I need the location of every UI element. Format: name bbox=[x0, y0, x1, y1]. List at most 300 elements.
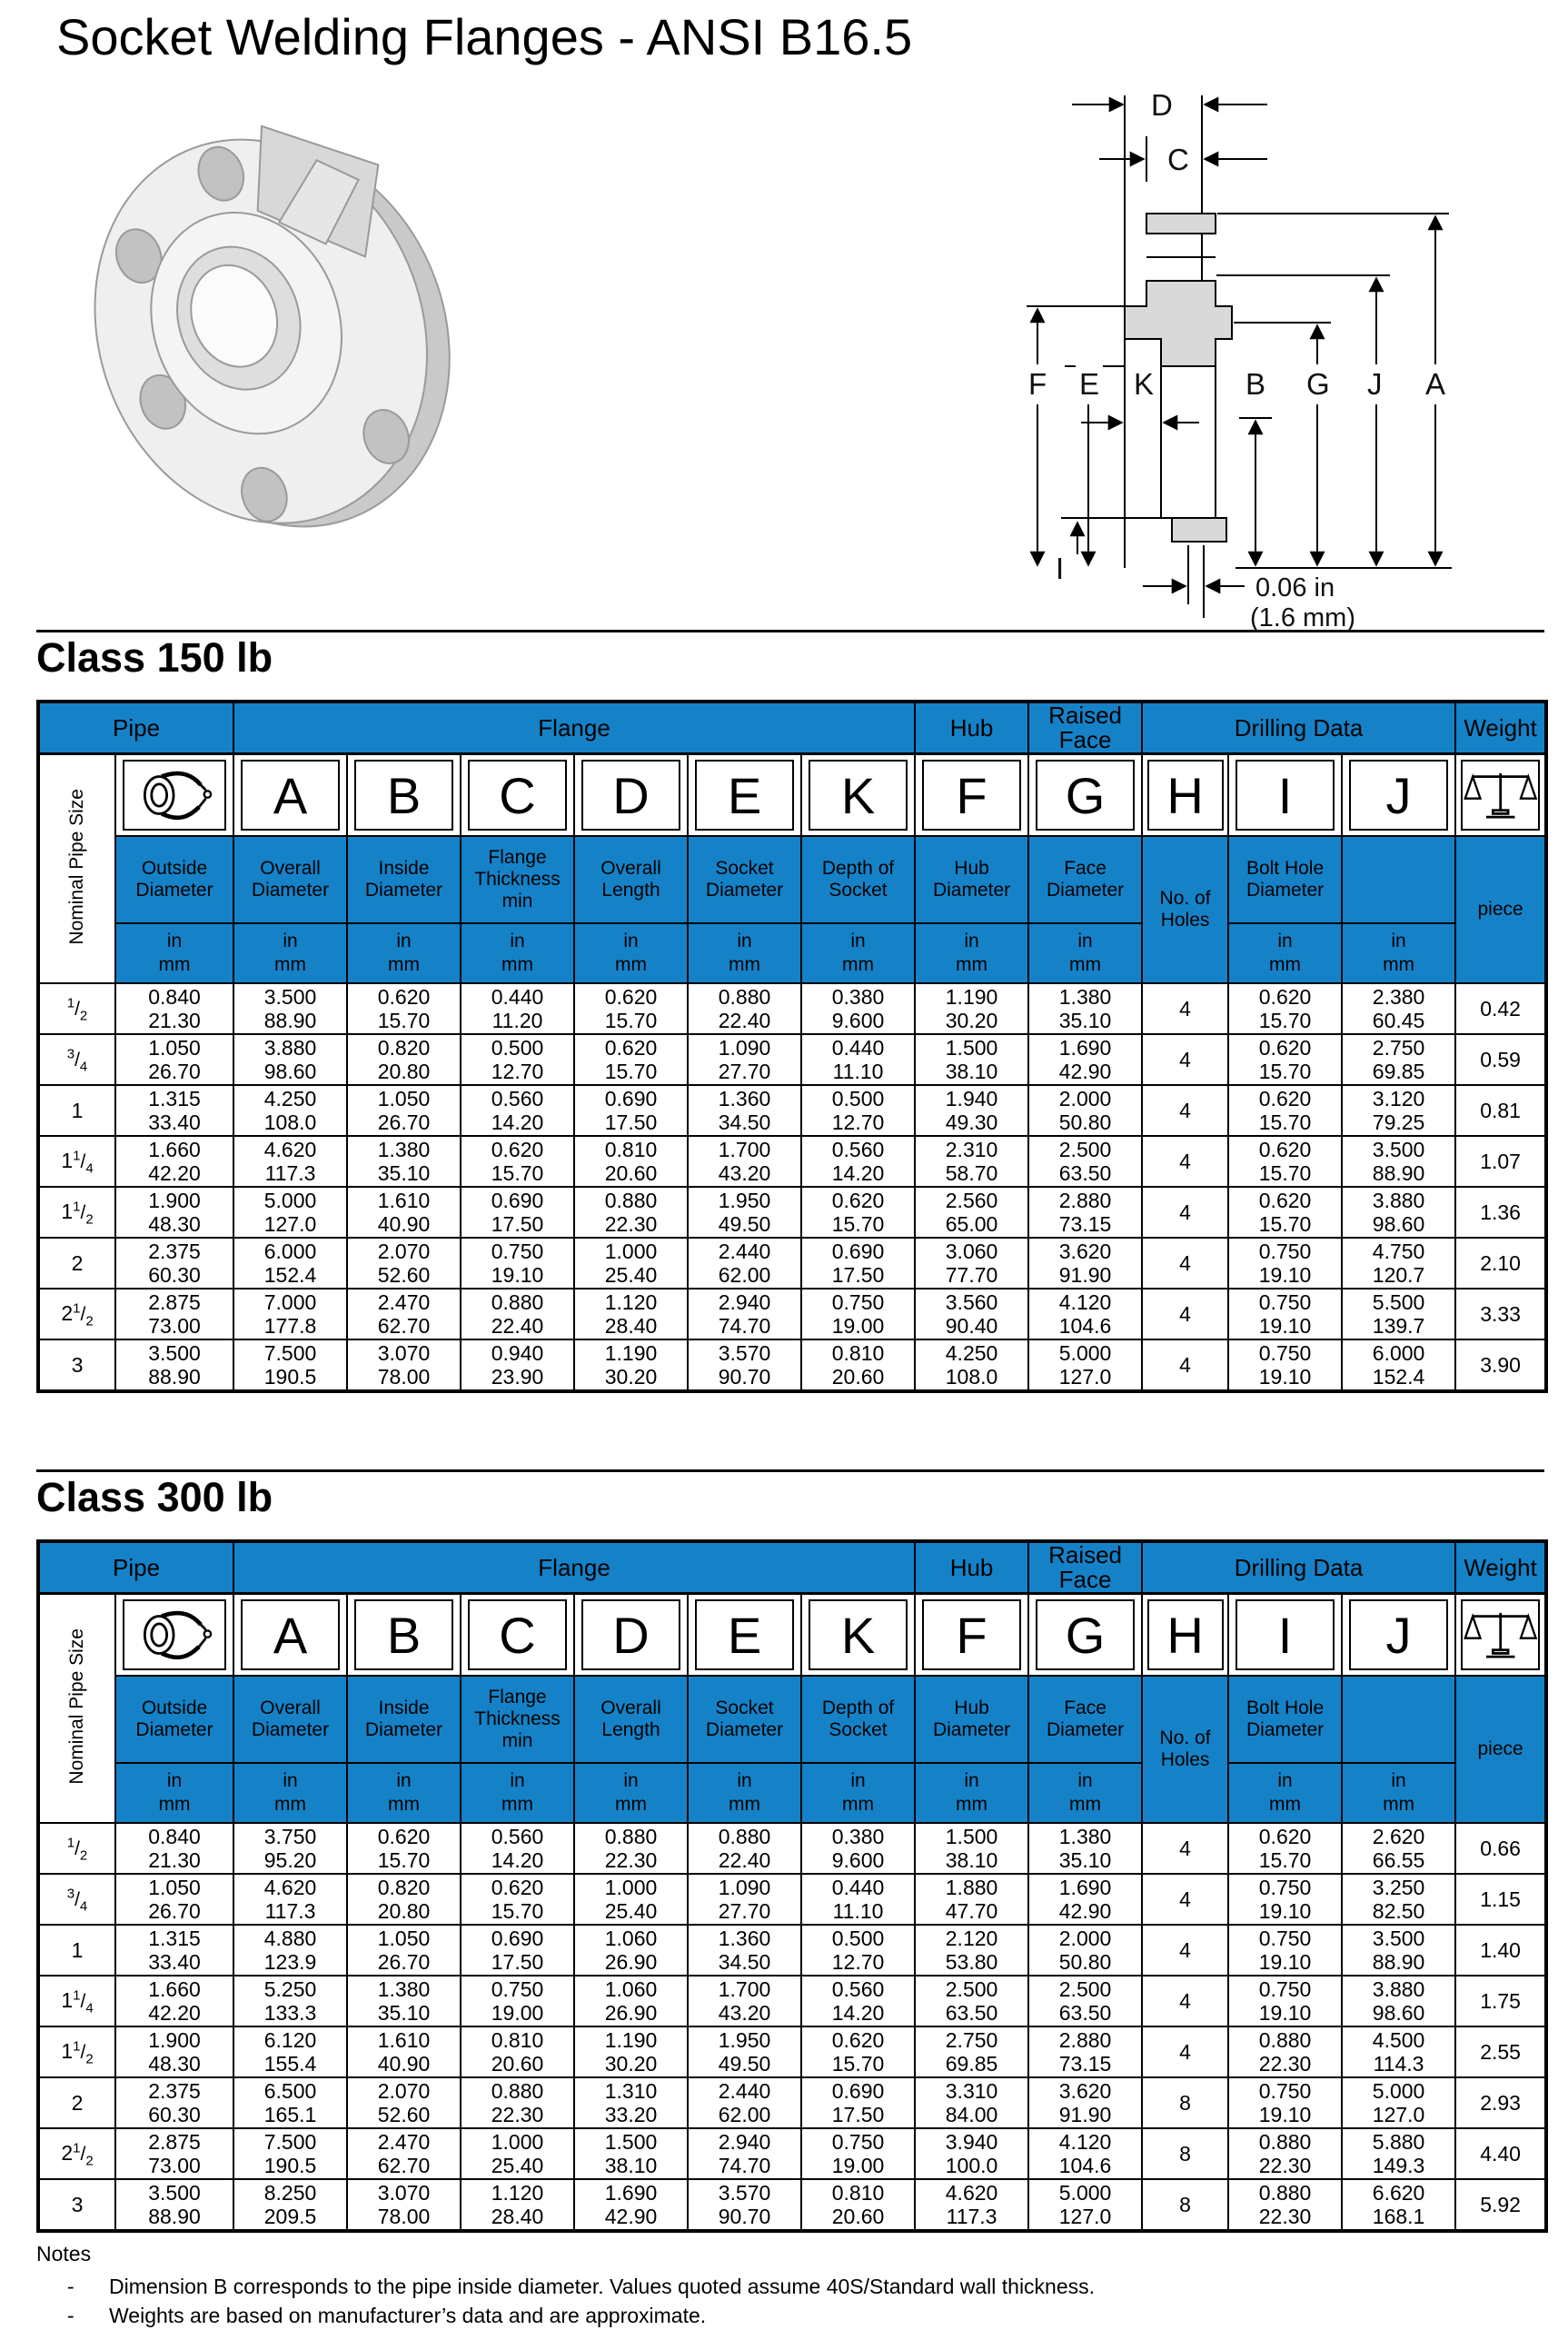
dim-label-c: C bbox=[1167, 143, 1189, 176]
dimension-cell: 0.500 12.70 bbox=[461, 1034, 574, 1085]
units-cell: in mm bbox=[1228, 1763, 1342, 1823]
pipe-size-cell: $^1/_2$ bbox=[38, 983, 115, 1034]
units-cell: in mm bbox=[233, 1763, 347, 1823]
dimension-cell: 1.000 25.40 bbox=[574, 1238, 688, 1289]
weight-cell: 1.36 bbox=[1455, 1187, 1546, 1238]
units-cell: in mm bbox=[801, 1763, 915, 1823]
table-row-size-1-1-4 bbox=[38, 1136, 1546, 1187]
dimension-cell: 1.090 27.70 bbox=[688, 1034, 801, 1085]
letter-cell-b: B bbox=[347, 754, 461, 837]
dimension-cell: 2.875 73.00 bbox=[115, 1289, 233, 1339]
pipe-size-cell: 3 bbox=[38, 2179, 115, 2231]
holes-cell: 4 bbox=[1142, 1339, 1228, 1391]
column-label-row bbox=[38, 836, 1546, 923]
drilling-cell: 0.620 15.70 bbox=[1228, 983, 1342, 1034]
dimension-cell: 0.380 9.600 bbox=[801, 1823, 915, 1874]
note-text: Dimension B corresponds to the pipe inside diameter. Values quoted assume 40S/Standard wall thickness. bbox=[109, 2275, 1096, 2298]
table-row-size-1 bbox=[38, 1925, 1546, 1976]
holes-cell: 4 bbox=[1142, 1976, 1228, 2026]
holes-cell: 8 bbox=[1142, 2179, 1228, 2231]
class-section bbox=[36, 1469, 1544, 2233]
units-row bbox=[38, 923, 1546, 983]
dimension-cell: 1.950 49.50 bbox=[688, 2026, 801, 2077]
dim-label-j: J bbox=[1367, 367, 1383, 401]
units-cell: in mm bbox=[688, 1763, 801, 1823]
units-cell: in mm bbox=[115, 923, 233, 983]
dimension-cell: 0.440 11.20 bbox=[461, 983, 574, 1034]
drilling-cell: 0.620 15.70 bbox=[1228, 1136, 1342, 1187]
group-header-weight: Weight bbox=[1455, 1541, 1546, 1594]
figures-row bbox=[0, 66, 1568, 630]
flange-table-class-150-lb bbox=[36, 700, 1548, 1393]
table-row-size-3 bbox=[38, 1339, 1546, 1391]
dim-label-g: G bbox=[1306, 367, 1330, 401]
note-text: Weights are based on manufacturer’s data and are approximate. bbox=[109, 2304, 707, 2327]
dimension-cell: 1.050 26.70 bbox=[347, 1925, 461, 1976]
dimension-cell: 0.380 9.600 bbox=[801, 983, 915, 1034]
units-cell: in mm bbox=[688, 923, 801, 983]
dimension-cell: 1.950 49.50 bbox=[688, 1187, 801, 1238]
column-label-socket-diameter: Socket Diameter bbox=[688, 1676, 801, 1763]
dimension-cell: 5.000 127.0 bbox=[1028, 2179, 1142, 2231]
dimension-cell: 1.380 35.10 bbox=[347, 1976, 461, 2026]
dimension-cell: 3.620 91.90 bbox=[1028, 2077, 1142, 2128]
dimension-cell: 0.820 20.80 bbox=[347, 1034, 461, 1085]
column-label-overall-length: Overall Length bbox=[574, 836, 688, 923]
weight-cell: 2.55 bbox=[1455, 2026, 1546, 2077]
dimension-cell: 0.750 19.10 bbox=[461, 1238, 574, 1289]
drilling-cell: 0.750 19.10 bbox=[1228, 1289, 1342, 1339]
pipe-size-cell: $2^1/_2$ bbox=[38, 2128, 115, 2179]
column-label-outside-diameter: Outside Diameter bbox=[115, 836, 233, 923]
dimension-cell: 5.000 127.0 bbox=[1028, 1339, 1142, 1391]
dimension-cell: 2.375 60.30 bbox=[115, 1238, 233, 1289]
pipe-size-cell: 1 bbox=[38, 1925, 115, 1976]
dimension-cell: 0.500 12.70 bbox=[801, 1085, 915, 1136]
dimension-cell: 4.250 108.0 bbox=[233, 1085, 347, 1136]
dimension-cell: 8.250 209.5 bbox=[233, 2179, 347, 2231]
pipe-size-cell: $2^1/_2$ bbox=[38, 1289, 115, 1339]
group-header-weight: Weight bbox=[1455, 702, 1546, 754]
dimension-cell: 0.690 17.50 bbox=[801, 1238, 915, 1289]
group-header-flange: Flange bbox=[233, 1541, 915, 1594]
column-label-overall-diameter: Overall Diameter bbox=[233, 836, 347, 923]
dimension-cell: 2.875 73.00 bbox=[115, 2128, 233, 2179]
table-row-size-1-2 bbox=[38, 983, 1546, 1034]
letter-cell-a: A bbox=[233, 1594, 347, 1677]
units-cell: in mm bbox=[1028, 1763, 1142, 1823]
column-label-overall-length: Overall Length bbox=[574, 1676, 688, 1763]
table-row-size-2 bbox=[38, 2077, 1546, 2128]
content-area bbox=[36, 630, 1544, 2330]
units-cell: in mm bbox=[574, 1763, 688, 1823]
note-bullet: - bbox=[67, 2275, 74, 2298]
dimension-cell: 1.120 28.40 bbox=[461, 2179, 574, 2231]
dimension-cell: 2.940 74.70 bbox=[688, 2128, 801, 2179]
drilling-cell: 0.620 15.70 bbox=[1228, 1823, 1342, 1874]
dimension-cell: 5.000 127.0 bbox=[233, 1187, 347, 1238]
dimension-cell: 0.810 20.60 bbox=[801, 1339, 915, 1391]
group-header-raised-face: Raised Face bbox=[1028, 1541, 1142, 1594]
drilling-cell: 5.500 139.7 bbox=[1342, 1289, 1455, 1339]
dimension-cell: 2.470 62.70 bbox=[347, 1289, 461, 1339]
notes-section bbox=[36, 2242, 1544, 2330]
units-cell: in mm bbox=[1342, 1763, 1455, 1823]
dimension-cell: 0.690 17.50 bbox=[461, 1925, 574, 1976]
raised-face-annotation-in: 0.06 in bbox=[1255, 573, 1335, 602]
dim-label-d: D bbox=[1151, 88, 1173, 122]
units-cell: in mm bbox=[801, 923, 915, 983]
dimension-cell: 0.620 15.70 bbox=[801, 1187, 915, 1238]
group-header-pipe: Pipe bbox=[38, 702, 233, 754]
drilling-cell: 0.620 15.70 bbox=[1228, 1187, 1342, 1238]
dimension-cell: 3.500 88.90 bbox=[115, 2179, 233, 2231]
dimension-cell: 1.900 48.30 bbox=[115, 1187, 233, 1238]
holes-cell: 4 bbox=[1142, 1136, 1228, 1187]
dimension-cell: 0.620 15.70 bbox=[574, 983, 688, 1034]
drilling-cell: 0.880 22.30 bbox=[1228, 2179, 1342, 2231]
dimension-cell: 1.315 33.40 bbox=[115, 1925, 233, 1976]
units-cell: in mm bbox=[1342, 923, 1455, 983]
weight-cell: 1.75 bbox=[1455, 1976, 1546, 2026]
dimension-cell: 2.070 52.60 bbox=[347, 2077, 461, 2128]
dimension-cell: 0.880 22.40 bbox=[688, 983, 801, 1034]
drilling-cell: 6.000 152.4 bbox=[1342, 1339, 1455, 1391]
balance-scale-icon bbox=[1463, 767, 1538, 823]
drilling-cell: 4.500 114.3 bbox=[1342, 2026, 1455, 2077]
drilling-cell: 0.750 19.10 bbox=[1228, 2077, 1342, 2128]
weight-cell: 0.59 bbox=[1455, 1034, 1546, 1085]
units-cell: in mm bbox=[461, 1763, 574, 1823]
dimension-cell: 1.190 30.20 bbox=[915, 983, 1028, 1034]
letter-cell-pipe-icon bbox=[115, 1594, 233, 1677]
group-header-drilling-data: Drilling Data bbox=[1142, 702, 1455, 754]
dimension-cell: 1.880 47.70 bbox=[915, 1874, 1028, 1925]
units-cell: in mm bbox=[115, 1763, 233, 1823]
dimension-cell: 0.750 19.00 bbox=[801, 1289, 915, 1339]
corner-nominal-pipe-size: Nominal Pipe Size bbox=[38, 1594, 115, 1824]
dimension-cell: 2.500 63.50 bbox=[1028, 1136, 1142, 1187]
dimension-cell: 3.060 77.70 bbox=[915, 1238, 1028, 1289]
table-row-size-1-2 bbox=[38, 1823, 1546, 1874]
dimension-cell: 3.620 91.90 bbox=[1028, 1238, 1142, 1289]
letter-cell-i: I bbox=[1228, 1594, 1342, 1677]
pipe-size-cell: $^3/_4$ bbox=[38, 1034, 115, 1085]
class-heading: Class 300 lb bbox=[36, 1474, 273, 1520]
flange-table-class-300-lb bbox=[36, 1539, 1548, 2233]
group-header-pipe: Pipe bbox=[38, 1541, 233, 1594]
column-label-overall-diameter: Overall Diameter bbox=[233, 1676, 347, 1763]
dimension-cell: 1.940 49.30 bbox=[915, 1085, 1028, 1136]
dimension-cell: 2.560 65.00 bbox=[915, 1187, 1028, 1238]
dim-label-e: E bbox=[1079, 367, 1100, 401]
letter-cell-j: J bbox=[1342, 754, 1455, 837]
column-label-bolt-hole-diameter: Bolt Hole Diameter bbox=[1228, 836, 1342, 923]
group-header-row bbox=[38, 702, 1546, 754]
dimension-cell: 0.840 21.30 bbox=[115, 1823, 233, 1874]
dimension-cell: 2.000 50.80 bbox=[1028, 1085, 1142, 1136]
dimension-cell: 0.620 15.70 bbox=[574, 1034, 688, 1085]
weight-cell: 1.15 bbox=[1455, 1874, 1546, 1925]
letter-cell-f: F bbox=[915, 754, 1028, 837]
pipe-icon bbox=[136, 767, 213, 823]
dimension-cell: 2.440 62.00 bbox=[688, 1238, 801, 1289]
drilling-cell: 2.750 69.85 bbox=[1342, 1034, 1455, 1085]
group-header-hub: Hub bbox=[915, 702, 1028, 754]
dimension-cell: 0.750 19.00 bbox=[461, 1976, 574, 2026]
dimension-cell: 2.880 73.15 bbox=[1028, 2026, 1142, 2077]
dimension-cell: 0.560 14.20 bbox=[801, 1976, 915, 2026]
dimension-cell: 1.310 33.20 bbox=[574, 2077, 688, 2128]
class-section bbox=[36, 630, 1544, 1393]
dimension-cell: 1.120 28.40 bbox=[574, 1289, 688, 1339]
drilling-cell: 3.880 98.60 bbox=[1342, 1187, 1455, 1238]
pipe-size-cell: $1^1/_2$ bbox=[38, 2026, 115, 2077]
letter-cell-e: E bbox=[688, 754, 801, 837]
dimension-cell: 1.660 42.20 bbox=[115, 1136, 233, 1187]
dimension-cell: 1.050 26.70 bbox=[347, 1085, 461, 1136]
column-label-flange-thickness-min: Flange Thickness min bbox=[461, 836, 574, 923]
weight-cell: 1.07 bbox=[1455, 1136, 1546, 1187]
letter-cell-balance-scale-icon bbox=[1455, 1594, 1546, 1677]
table-row-size-3-4 bbox=[38, 1874, 1546, 1925]
dimension-cell: 0.440 11.10 bbox=[801, 1874, 915, 1925]
dimension-cell: 1.190 30.20 bbox=[574, 1339, 688, 1391]
dimension-cell: 0.820 20.80 bbox=[347, 1874, 461, 1925]
letter-cell-f: F bbox=[915, 1594, 1028, 1677]
dimension-cell: 6.000 152.4 bbox=[233, 1238, 347, 1289]
dimension-cell: 0.620 15.70 bbox=[461, 1136, 574, 1187]
column-label-bolt-hole-diameter: Bolt Hole Diameter bbox=[1228, 1676, 1342, 1763]
dimension-cell: 3.070 78.00 bbox=[347, 1339, 461, 1391]
letter-cell-j: J bbox=[1342, 1594, 1455, 1677]
dimension-cell: 2.500 63.50 bbox=[915, 1976, 1028, 2026]
table-row-size-1-1-4 bbox=[38, 1976, 1546, 2026]
dim-label-i: I bbox=[1056, 552, 1065, 585]
dimension-cell: 3.310 84.00 bbox=[915, 2077, 1028, 2128]
page-title: Socket Welding Flanges - ANSI B16.5 bbox=[56, 8, 913, 65]
dim-label-a: A bbox=[1425, 367, 1446, 401]
dimension-cell: 0.880 22.40 bbox=[461, 1289, 574, 1339]
letter-cell-k: K bbox=[801, 1594, 915, 1677]
note-item bbox=[36, 2272, 1544, 2301]
column-label-face-diameter: Face Diameter bbox=[1028, 1676, 1142, 1763]
weight-cell: 0.42 bbox=[1455, 983, 1546, 1034]
drilling-cell: 5.000 127.0 bbox=[1342, 2077, 1455, 2128]
table-row-size-1-1-2 bbox=[38, 1187, 1546, 1238]
dimension-cell: 1.060 26.90 bbox=[574, 1925, 688, 1976]
group-header-row bbox=[38, 1541, 1546, 1594]
units-cell: in mm bbox=[347, 923, 461, 983]
class-heading: Class 150 lb bbox=[36, 634, 273, 681]
weight-cell: 3.33 bbox=[1455, 1289, 1546, 1339]
drilling-cell: 3.880 98.60 bbox=[1342, 1976, 1455, 2026]
dimension-cell: 0.620 15.70 bbox=[347, 983, 461, 1034]
letter-cell-pipe-icon bbox=[115, 754, 233, 837]
drilling-cell: 3.120 79.25 bbox=[1342, 1085, 1455, 1136]
dimension-cell: 4.620 117.3 bbox=[233, 1136, 347, 1187]
holes-cell: 4 bbox=[1142, 1187, 1228, 1238]
dimension-cell: 7.000 177.8 bbox=[233, 1289, 347, 1339]
flange-dimension-diagram bbox=[1017, 59, 1563, 633]
dimension-cell: 4.620 117.3 bbox=[915, 2179, 1028, 2231]
drilling-cell: 0.620 15.70 bbox=[1228, 1034, 1342, 1085]
dimension-cell: 1.090 27.70 bbox=[688, 1874, 801, 1925]
letter-cell-i: I bbox=[1228, 754, 1342, 837]
dimension-cell: 1.500 38.10 bbox=[915, 1034, 1028, 1085]
units-cell: in mm bbox=[915, 1763, 1028, 1823]
dimension-cell: 2.880 73.15 bbox=[1028, 1187, 1142, 1238]
column-label-piece: piece bbox=[1455, 1676, 1546, 1823]
holes-cell: 4 bbox=[1142, 1874, 1228, 1925]
dimension-cell: 0.620 15.70 bbox=[347, 1823, 461, 1874]
units-row bbox=[38, 1763, 1546, 1823]
dimension-cell: 0.880 22.30 bbox=[574, 1823, 688, 1874]
dimension-cell: 1.190 30.20 bbox=[574, 2026, 688, 2077]
dimension-cell: 2.440 62.00 bbox=[688, 2077, 801, 2128]
column-label-hub-diameter: Hub Diameter bbox=[915, 836, 1028, 923]
dimension-cell: 0.560 14.20 bbox=[461, 1085, 574, 1136]
drilling-cell: 3.500 88.90 bbox=[1342, 1136, 1455, 1187]
drilling-cell: 0.880 22.30 bbox=[1228, 2128, 1342, 2179]
letter-cell-k: K bbox=[801, 754, 915, 837]
letter-cell-c: C bbox=[461, 754, 574, 837]
section-divider bbox=[36, 1469, 1544, 1472]
dimension-cell: 0.560 14.20 bbox=[801, 1136, 915, 1187]
drilling-cell: 0.750 19.10 bbox=[1228, 1238, 1342, 1289]
group-header-drilling-data: Drilling Data bbox=[1142, 1541, 1455, 1594]
dimension-cell: 3.570 90.70 bbox=[688, 1339, 801, 1391]
dimension-cell: 1.000 25.40 bbox=[574, 1874, 688, 1925]
dimension-cell: 0.880 22.30 bbox=[574, 1187, 688, 1238]
drilling-cell: 0.880 22.30 bbox=[1228, 2026, 1342, 2077]
dimension-cell: 1.380 35.10 bbox=[1028, 1823, 1142, 1874]
dimension-cell: 4.620 117.3 bbox=[233, 1874, 347, 1925]
dimension-cell: 0.880 22.40 bbox=[688, 1823, 801, 1874]
dimension-cell: 3.560 90.40 bbox=[915, 1289, 1028, 1339]
column-label-depth-of-socket: Depth of Socket bbox=[801, 836, 915, 923]
dimension-cell: 1.500 38.10 bbox=[915, 1823, 1028, 1874]
dimension-cell: 2.120 53.80 bbox=[915, 1925, 1028, 1976]
dimension-cell: 1.050 26.70 bbox=[115, 1874, 233, 1925]
drilling-cell: 0.750 19.10 bbox=[1228, 1339, 1342, 1391]
letter-cell-d: D bbox=[574, 1594, 688, 1677]
dimension-cell: 5.250 133.3 bbox=[233, 1976, 347, 2026]
pipe-icon bbox=[136, 1607, 213, 1663]
dimension-cell: 0.750 19.00 bbox=[801, 2128, 915, 2179]
holes-cell: 4 bbox=[1142, 1925, 1228, 1976]
drilling-cell: 2.620 66.55 bbox=[1342, 1823, 1455, 1874]
letter-cell-g: G bbox=[1028, 754, 1142, 837]
weight-cell: 2.10 bbox=[1455, 1238, 1546, 1289]
holes-cell: 4 bbox=[1142, 1238, 1228, 1289]
dimension-cell: 2.940 74.70 bbox=[688, 1289, 801, 1339]
pipe-size-cell: $1^1/_4$ bbox=[38, 1976, 115, 2026]
pipe-size-cell: $^1/_2$ bbox=[38, 1823, 115, 1874]
dimension-cell: 4.120 104.6 bbox=[1028, 1289, 1142, 1339]
dimension-cell: 2.070 52.60 bbox=[347, 1238, 461, 1289]
letter-row bbox=[38, 754, 1546, 837]
holes-cell: 4 bbox=[1142, 1085, 1228, 1136]
units-cell: in mm bbox=[915, 923, 1028, 983]
dimension-cell: 0.940 23.90 bbox=[461, 1339, 574, 1391]
table-row-size-3-4 bbox=[38, 1034, 1546, 1085]
dimension-cell: 1.380 35.10 bbox=[347, 1136, 461, 1187]
raised-face-annotation-mm: (1.6 mm) bbox=[1250, 603, 1355, 632]
holes-cell: 4 bbox=[1142, 1823, 1228, 1874]
letter-cell-c: C bbox=[461, 1594, 574, 1677]
column-label-no-of-holes: No. of Holes bbox=[1142, 1676, 1228, 1823]
pipe-size-cell: 3 bbox=[38, 1339, 115, 1391]
table-row-size-2 bbox=[38, 1238, 1546, 1289]
drilling-cell: 6.620 168.1 bbox=[1342, 2179, 1455, 2231]
units-cell: in mm bbox=[461, 923, 574, 983]
dimension-cell: 4.250 108.0 bbox=[915, 1339, 1028, 1391]
notes-heading: Notes bbox=[36, 2242, 92, 2265]
pipe-size-cell: 1 bbox=[38, 1085, 115, 1136]
dimension-cell: 3.070 78.00 bbox=[347, 2179, 461, 2231]
corner-nominal-pipe-size: Nominal Pipe Size bbox=[38, 754, 115, 984]
weight-cell: 1.40 bbox=[1455, 1925, 1546, 1976]
dimension-cell: 3.500 88.90 bbox=[233, 983, 347, 1034]
dimension-cell: 6.500 165.1 bbox=[233, 2077, 347, 2128]
weight-cell: 5.92 bbox=[1455, 2179, 1546, 2231]
dimension-cell: 4.880 123.9 bbox=[233, 1925, 347, 1976]
dimension-cell: 1.700 43.20 bbox=[688, 1976, 801, 2026]
letter-cell-h: H bbox=[1142, 1594, 1228, 1677]
pipe-size-cell: 2 bbox=[38, 1238, 115, 1289]
group-header-flange: Flange bbox=[233, 702, 915, 754]
column-label-inside-diameter: Inside Diameter bbox=[347, 1676, 461, 1763]
drilling-cell: 0.620 15.70 bbox=[1228, 1085, 1342, 1136]
table-row-size-1-1-2 bbox=[38, 2026, 1546, 2077]
table-row-size-1 bbox=[38, 1085, 1546, 1136]
group-header-hub: Hub bbox=[915, 1541, 1028, 1594]
dimension-cell: 3.750 95.20 bbox=[233, 1823, 347, 1874]
dimension-cell: 2.375 60.30 bbox=[115, 2077, 233, 2128]
dimension-cell: 1.000 25.40 bbox=[461, 2128, 574, 2179]
dimension-cell: 6.120 155.4 bbox=[233, 2026, 347, 2077]
dimension-cell: 0.690 17.50 bbox=[801, 2077, 915, 2128]
dimension-cell: 3.570 90.70 bbox=[688, 2179, 801, 2231]
dimension-cell: 2.500 63.50 bbox=[1028, 1976, 1142, 2026]
drilling-cell: 3.500 88.90 bbox=[1342, 1925, 1455, 1976]
dimension-cell: 3.880 98.60 bbox=[233, 1034, 347, 1085]
units-cell: in mm bbox=[347, 1763, 461, 1823]
units-cell: in mm bbox=[1028, 923, 1142, 983]
balance-scale-icon bbox=[1463, 1607, 1538, 1663]
drilling-cell: 2.380 60.45 bbox=[1342, 983, 1455, 1034]
dimension-cell: 2.000 50.80 bbox=[1028, 1925, 1142, 1976]
letter-cell-b: B bbox=[347, 1594, 461, 1677]
holes-cell: 4 bbox=[1142, 2026, 1228, 2077]
weight-cell: 2.93 bbox=[1455, 2077, 1546, 2128]
note-item bbox=[36, 2301, 1544, 2330]
dimension-cell: 0.810 20.60 bbox=[801, 2179, 915, 2231]
dimension-cell: 1.360 34.50 bbox=[688, 1925, 801, 1976]
column-label-outside-diameter: Outside Diameter bbox=[115, 1676, 233, 1763]
dimension-cell: 1.060 26.90 bbox=[574, 1976, 688, 2026]
column-label-piece: piece bbox=[1455, 836, 1546, 983]
dimension-cell: 1.380 35.10 bbox=[1028, 983, 1142, 1034]
dimension-cell: 1.900 48.30 bbox=[115, 2026, 233, 2077]
letter-cell-g: G bbox=[1028, 1594, 1142, 1677]
letter-cell-h: H bbox=[1142, 754, 1228, 837]
note-bullet: - bbox=[67, 2304, 74, 2327]
holes-cell: 4 bbox=[1142, 1289, 1228, 1339]
letter-cell-a: A bbox=[233, 754, 347, 837]
weight-cell: 4.40 bbox=[1455, 2128, 1546, 2179]
